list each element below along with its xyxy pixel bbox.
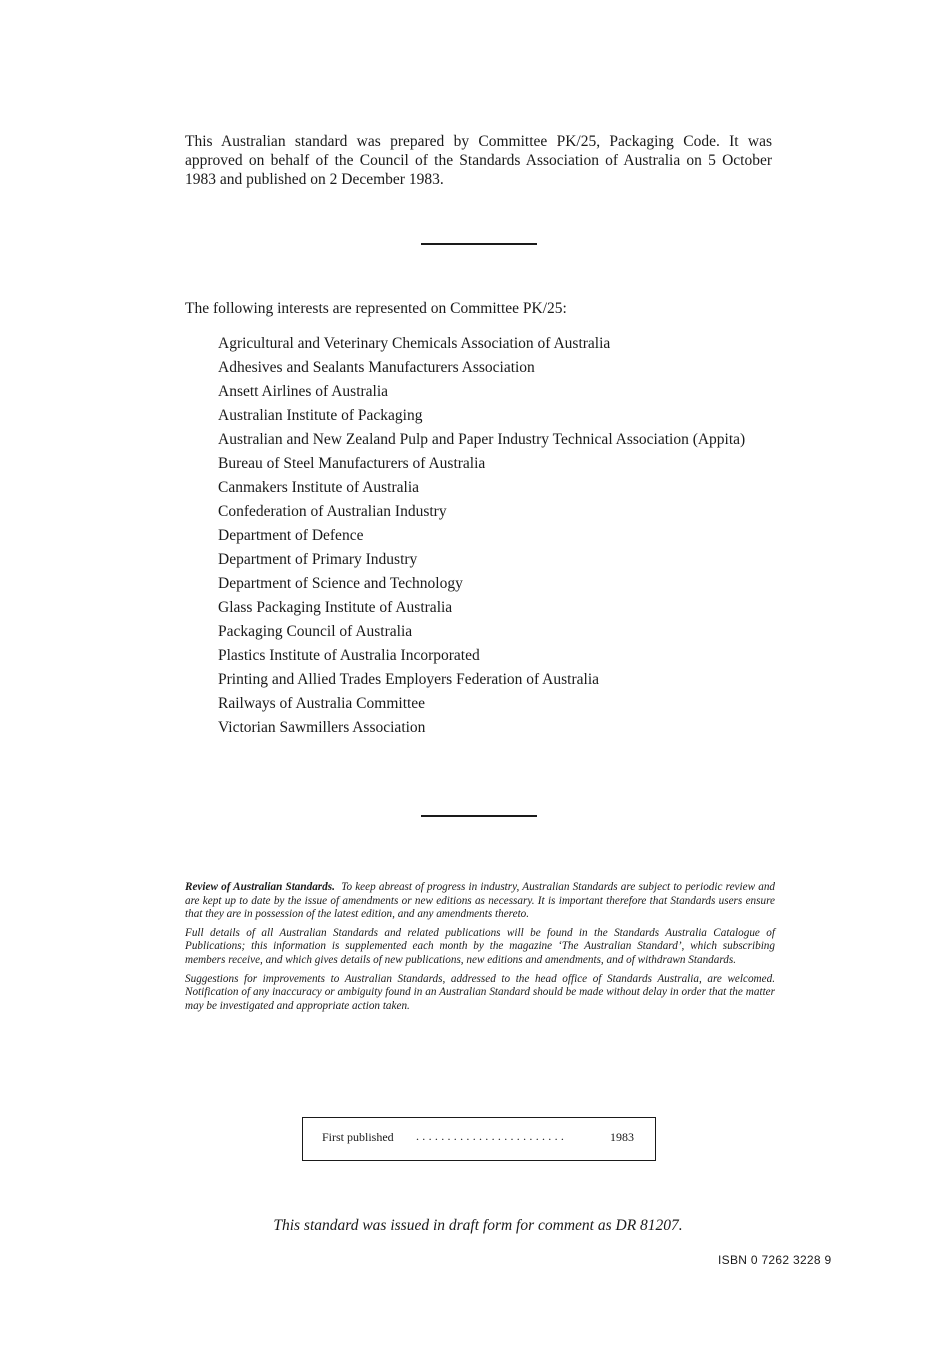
interest-item: Department of Science and Technology xyxy=(218,575,463,592)
interest-item: Ansett Airlines of Australia xyxy=(218,383,389,400)
section-divider xyxy=(421,815,537,817)
review-note-text: To keep abreast of progress in industry, Australian Standards are subject to periodic review and are kept up to date by the issue of amendments or new editions as necessary. It is important therefore that Standards users ensure that they are in possession of the latest edition, and any amendments thereto. xyxy=(185,881,776,921)
leader-dots: ........................ xyxy=(416,1129,568,1143)
draft-note: This standard was issued in draft form for comment as DR 81207. xyxy=(273,1217,683,1234)
interest-item: Glass Packaging Institute of Australia xyxy=(218,599,453,616)
first-published-year: 1983 xyxy=(610,1130,634,1144)
section-divider xyxy=(421,243,537,245)
interest-item: Canmakers Institute of Australia xyxy=(218,479,420,496)
suggestions-note: Suggestions for improvements to Australian Standards, addressed to the head office of Standards Australia, are welcomed. Notification of any inaccuracy or ambiguity found in an Australian Standard should be made without delay in order that the matter may be investigated and appropriate action taken. xyxy=(185,972,775,1012)
interests-list xyxy=(218,335,763,743)
interest-item: Packaging Council of Australia xyxy=(218,623,413,640)
details-note: Full details of all Australian Standards and related publications will be found in the Standards Australia Catalogue of Publications; this information is supplemented each month by the magazine ‘The Australian Standard’, which subscribing members receive, and which gives details of new publications, new editions and amendments, and of withdrawn Standards. xyxy=(185,926,775,966)
interest-item: Agricultural and Veterinary Chemicals Association of Australia xyxy=(218,335,611,352)
interest-item: Department of Primary Industry xyxy=(218,551,418,568)
interest-item: Railways of Australia Committee xyxy=(218,695,426,712)
first-published-label: First published xyxy=(322,1130,394,1144)
review-note xyxy=(185,881,775,922)
publication-box xyxy=(302,1117,656,1161)
interest-item: Department of Defence xyxy=(218,527,364,544)
interest-item: Printing and Allied Trades Employers Federation of Australia xyxy=(218,671,599,688)
interest-item: Adhesives and Sealants Manufacturers Association xyxy=(218,359,535,376)
review-note-title: Review of Australian Standards. xyxy=(185,881,335,893)
committee-statement: This Australian standard was prepared by Committee PK/25, Packaging Code. It was approved on behalf of the Council of the Standards Association of Australia on 5 October 1983 and published on 2 December 1983. xyxy=(185,133,772,188)
interest-item: Confederation of Australian Industry xyxy=(218,503,447,520)
interest-item: Plastics Institute of Australia Incorporated xyxy=(218,647,480,664)
isbn-number: ISBN 0 7262 3228 9 xyxy=(718,1253,832,1267)
interest-item: Victorian Sawmillers Association xyxy=(218,719,426,736)
standards-notes xyxy=(185,881,775,1018)
interest-item: Bureau of Steel Manufacturers of Australia xyxy=(218,455,486,472)
interest-item: Australian Institute of Packaging xyxy=(218,407,423,424)
interest-item: Australian and New Zealand Pulp and Paper Industry Technical Association (Appita) xyxy=(218,431,746,448)
interests-heading: The following interests are represented on Committee PK/25: xyxy=(185,300,567,317)
